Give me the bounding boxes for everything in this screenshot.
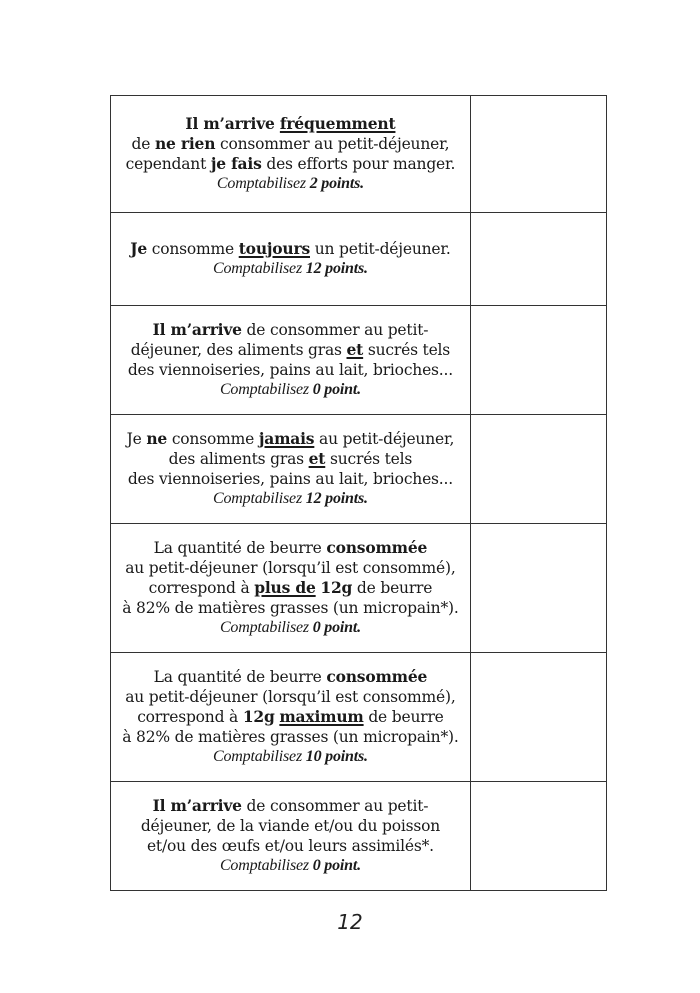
text-segment: et/ou des œufs et/ou leurs assimilés*. [146,837,434,855]
text-segment: des viennoiseries, pains au lait, brioches... [127,470,453,488]
text-segment: consommée [326,667,428,686]
score-line [111,174,470,194]
score-line [111,489,470,509]
text-segment: ne rien [154,134,216,153]
text-segment: plus de [254,578,316,597]
text-segment: je fais [210,154,262,173]
text-segment: et [308,449,326,468]
statement-line [111,598,470,618]
statement-line [111,114,470,134]
statement-cell [111,306,471,415]
text-segment: des efforts pour manger. [261,155,456,173]
text-segment: un petit-déjeuner. [310,240,451,258]
text-segment: au petit-déjeuner (lorsqu’il est consommé), [125,688,456,706]
text-segment: déjeuner, de la viande et/ou du poisson [140,817,441,835]
score-label: Comptabilisez [219,619,313,636]
text-segment: cependant [125,155,211,173]
score-entry-cell[interactable] [470,524,606,653]
statement-line [111,796,470,816]
text-segment: sucrés tels [325,450,413,468]
score-line [111,618,470,638]
text-segment: toujours [238,239,310,258]
score-entry-cell[interactable] [470,96,606,213]
table-row [111,213,607,306]
statement-cell [111,653,471,782]
text-segment: sucrés tels [363,341,451,359]
statement-line [111,449,470,469]
statement-line [111,469,470,489]
statement-line [111,558,470,578]
score-entry-cell[interactable] [470,782,606,891]
text-segment: Je [130,239,147,258]
text-segment: des viennoiseries, pains au lait, brioches... [127,361,453,379]
text-segment: des aliments gras [168,450,309,468]
score-label: Comptabilisez [213,260,306,277]
table-row [111,782,607,891]
text-segment: Il m’arrive [152,320,242,339]
text-segment: de beurre [352,579,433,597]
text-segment: Je [126,430,147,448]
text-segment: et [346,340,364,359]
score-label: Comptabilisez [219,381,313,398]
statement-cell [111,524,471,653]
statement-line [111,727,470,747]
text-segment: correspond à [148,579,255,597]
score-line [111,259,470,279]
score-points: 0 point. [312,619,361,636]
text-segment: à 82% de matières grasses (un micropain*). [122,728,459,746]
score-line [111,856,470,876]
text-segment: consommer au petit-déjeuner, [215,135,450,153]
score-entry-cell[interactable] [470,415,606,524]
score-label: Comptabilisez [219,857,313,874]
score-entry-cell[interactable] [470,213,606,306]
table-row [111,415,607,524]
text-segment: déjeuner, des aliments gras [130,341,347,359]
text-segment: au petit-déjeuner, [314,430,455,448]
text-segment: 12g [242,707,275,726]
statement-line [111,707,470,727]
statement-line [111,667,470,687]
text-segment: correspond à [137,708,243,726]
text-segment: La quantité de beurre [153,668,327,686]
text-segment: 12g [320,578,353,597]
text-segment: de consommer au petit- [241,321,429,339]
statement-line [111,578,470,598]
table-row [111,306,607,415]
statement-line [111,134,470,154]
score-line [111,380,470,400]
statement-cell [111,213,471,306]
questionnaire-table [110,95,607,891]
score-label: Comptabilisez [213,748,306,765]
text-segment: consommée [326,538,428,557]
text-segment: fréquemment [279,114,396,133]
text-segment: de beurre [363,708,444,726]
statement-line [111,836,470,856]
score-points: 12 points. [305,490,368,507]
text-segment: consomme [167,430,259,448]
text-segment: au petit-déjeuner (lorsqu’il est consommé), [125,559,456,577]
statement-cell [111,96,471,213]
text-segment: Il m’arrive [185,114,280,133]
statement-line [111,320,470,340]
statement-line [111,360,470,380]
statement-line [111,816,470,836]
page-number: 12 [337,910,363,934]
score-entry-cell[interactable] [470,653,606,782]
statement-cell [111,782,471,891]
text-segment: à 82% de matières grasses (un micropain*). [122,599,459,617]
text-segment: La quantité de beurre [153,539,327,557]
score-label: Comptabilisez [213,490,306,507]
statement-line [111,340,470,360]
score-points: 0 point. [312,381,361,398]
table-row [111,653,607,782]
score-entry-cell[interactable] [470,306,606,415]
score-points: 12 points. [305,260,368,277]
statement-line [111,154,470,174]
text-segment: de consommer au petit- [241,797,429,815]
score-points: 10 points. [305,748,368,765]
text-segment: jamais [258,429,315,448]
table-row [111,524,607,653]
text-segment: consomme [147,240,239,258]
statement-cell [111,415,471,524]
text-segment: maximum [279,707,364,726]
statement-line [111,239,470,259]
statement-line [111,538,470,558]
text-segment: ne [146,429,168,448]
score-line [111,747,470,767]
score-points: 2 points. [309,175,364,192]
score-points: 0 point. [312,857,361,874]
text-segment: de [131,135,155,153]
text-segment: Il m’arrive [152,796,242,815]
score-label: Comptabilisez [216,175,310,192]
table-row [111,96,607,213]
statement-line [111,429,470,449]
statement-line [111,687,470,707]
